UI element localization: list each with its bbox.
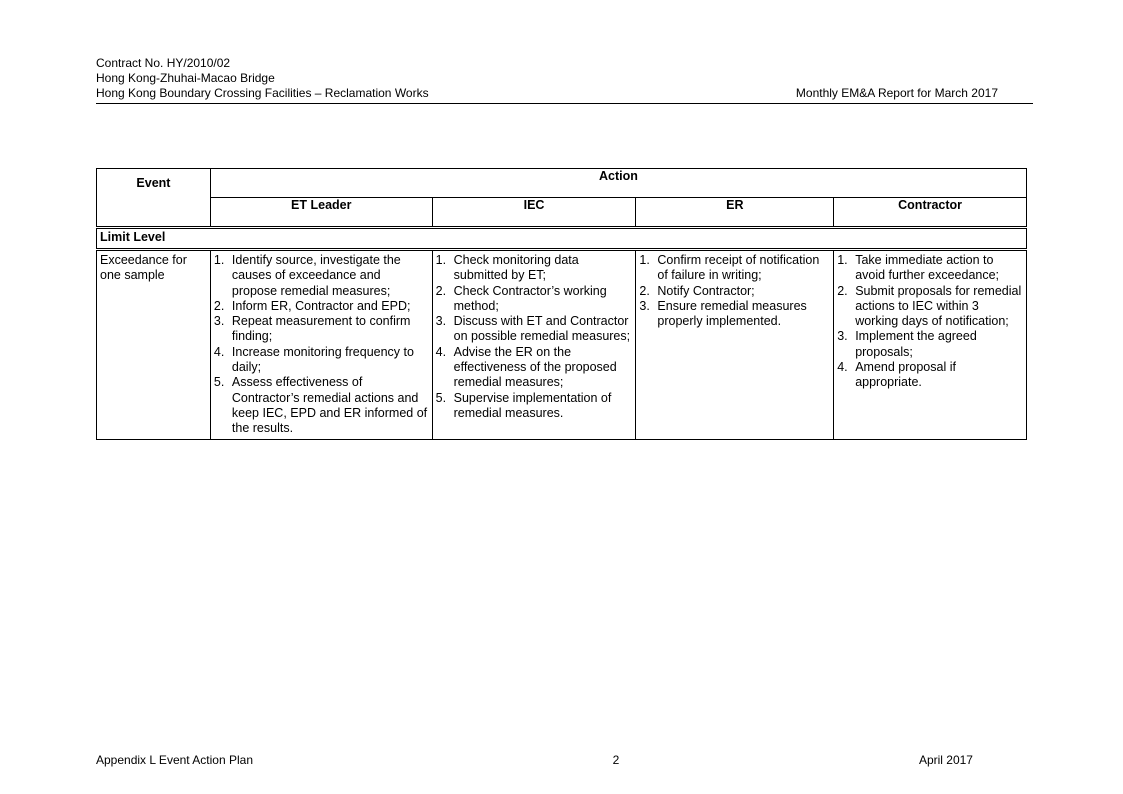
er-list (639, 253, 830, 329)
column-header-row (97, 198, 1027, 228)
report-title: Monthly EM&A Report for March 2017 (795, 86, 998, 100)
footer-appendix: Appendix L Event Action Plan (96, 753, 253, 767)
list-item: 3. Ensure remedial measures properly implemented. (639, 298, 807, 329)
contract-number: Contract No. HY/2010/02 (96, 56, 231, 70)
list-item: 5. Assess effectiveness of Contractor’s remedial actions and keep IEC, EPD and ER informed of the results. (213, 375, 428, 436)
footer-date: April 2017 (918, 753, 973, 767)
et-leader-cell (210, 250, 432, 440)
list-item: 1. Check monitoring data submitted by ET; (435, 253, 579, 283)
contractor-cell (834, 250, 1027, 440)
limit-level-label: Limit Level (97, 228, 1027, 250)
contractor-list (837, 253, 1023, 391)
page-header (96, 56, 1033, 101)
list-item: 1. Identify source, investigate the causes of exceedance and propose remedial measures; (213, 253, 401, 298)
list-item: 2. Inform ER, Contractor and EPD; (213, 298, 411, 313)
iec-list (436, 253, 633, 421)
list-item: 3. Discuss with ET and Contractor on possible remedial measures; (435, 314, 631, 344)
works-title: Hong Kong Boundary Crossing Facilities – Reclamation Works (96, 86, 429, 100)
list-item: 3. Repeat measurement to confirm finding; (213, 314, 411, 344)
list-item: 5. Supervise implementation of remedial measures. (435, 390, 612, 420)
list-item: 4. Increase monitoring frequency to daily; (213, 344, 414, 375)
er-cell (636, 250, 834, 440)
event-cell: Exceedance for one sample (97, 250, 211, 440)
col-contractor: Contractor (834, 198, 1027, 228)
list-item: 2. Check Contractor’s working method; (435, 283, 607, 313)
action-header: Action (210, 169, 1026, 198)
table-header-row (97, 169, 1027, 198)
col-er: ER (636, 198, 834, 228)
page-number: 2 (612, 753, 620, 767)
table-row (97, 250, 1027, 440)
list-item: 2. Submit proposals for remedial actions to IEC within 3 working days of notification; (837, 283, 1022, 329)
list-item: 4. Amend proposal if appropriate. (837, 360, 956, 390)
event-action-table (96, 168, 1027, 440)
header-line-3 (96, 86, 1033, 101)
list-item: 3. Implement the agreed proposals; (837, 329, 977, 359)
list-item: 4. Advise the ER on the effectiveness of the proposed remedial measures; (435, 344, 617, 390)
list-item: 1. Take immediate action to avoid further exceedance; (837, 253, 1000, 283)
col-et-leader: ET Leader (210, 198, 432, 228)
event-header: Event (97, 169, 211, 228)
page-footer (96, 753, 973, 767)
et-leader-list (214, 253, 429, 437)
iec-cell (432, 250, 636, 440)
section-row (97, 228, 1027, 250)
list-item: 2. Notify Contractor; (639, 283, 755, 298)
list-item: 1. Confirm receipt of notification of failure in writing; (639, 253, 820, 283)
col-iec: IEC (432, 198, 636, 228)
project-name: Hong Kong-Zhuhai-Macao Bridge (96, 71, 275, 85)
header-divider (96, 103, 1033, 104)
